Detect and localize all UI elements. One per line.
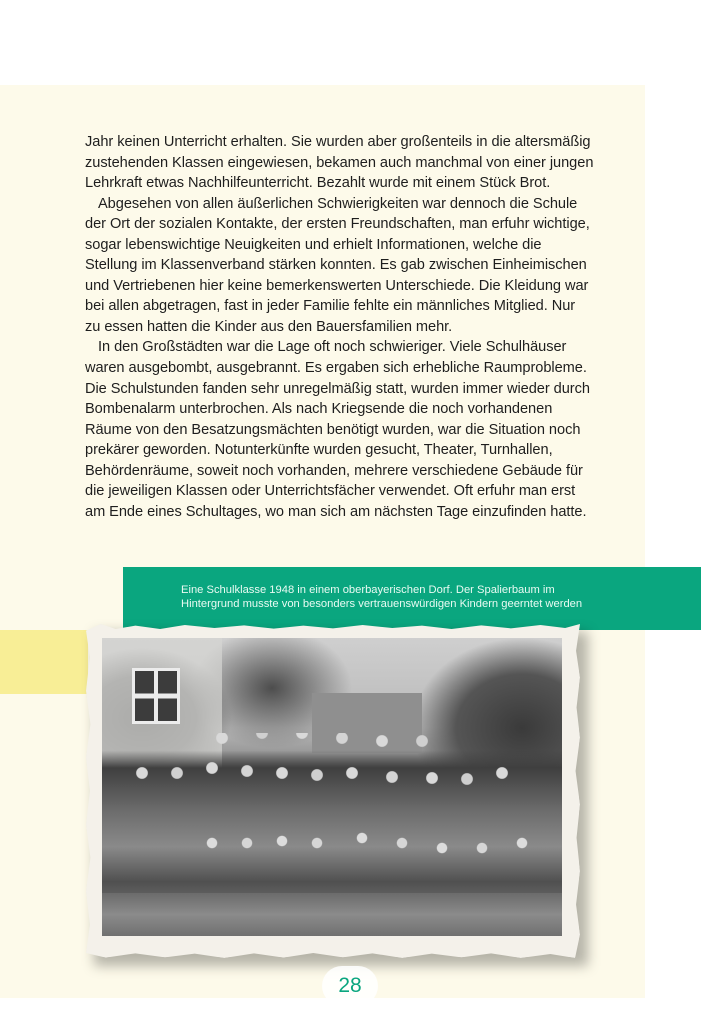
text-line: waren ausgebombt, ausgebrannt. Es ergaben sich erhebliche Raumprobleme. — [85, 360, 587, 377]
text-line: zustehenden Klassen eingewiesen, bekamen auch manchmal von einer jungen — [85, 154, 594, 171]
text-line: die jeweiligen Klassen oder Unterrichtsfächer verwendet. Oft erfuhr man erst — [85, 483, 576, 500]
caption-line-2: Hintergrund musste von besonders vertrauenswürdigen Kindern geerntet werden — [181, 597, 583, 610]
text-line: Abgesehen von allen äußerlichen Schwierigkeiten war dennoch die Schule — [98, 195, 578, 212]
text-line: prekärer geworden. Notunterkünfte wurden gesucht, Theater, Turnhallen, — [85, 442, 553, 459]
school-class-photo — [102, 638, 562, 936]
photo-group-of-children — [102, 733, 562, 908]
photo-frame-deckled — [86, 624, 580, 958]
text-line: Lehrkraft etwas Nachhilfeunterricht. Bezahlt wurde mit einem Stück Brot. — [85, 175, 551, 192]
photo-window — [132, 668, 180, 724]
text-line: bei allen abgetragen, fast in jeder Familie fehlte ein männliches Mitglied. Nur — [85, 298, 576, 315]
text-line: Behördenräume, soweit noch vorhanden, mehrere verschiedene Gebäude für — [85, 462, 583, 479]
text-line: zu essen hatten die Kinder aus den Bauersfamilien mehr. — [85, 318, 453, 335]
text-line: und Vertriebenen hier keine bemerkenswerten Unterschiede. Die Kleidung war — [85, 277, 589, 294]
decorative-yellow-block — [0, 630, 88, 694]
text-line: In den Großstädten war die Lage oft noch schwieriger. Viele Schulhäuser — [98, 339, 567, 356]
text-line: Bombenalarm unterbrochen. Als nach Kriegsende die noch vorhandenen — [85, 401, 553, 418]
text-line: Die Schulstunden fanden sehr unregelmäßig statt, wurden immer wieder durch — [85, 380, 590, 397]
text-line: Stellung im Klassenverband stärken konnten. Es gab zwischen Einheimischen — [85, 257, 587, 274]
photo-caption — [181, 584, 582, 611]
text-line: sogar lebenswichtige Neuigkeiten und erhielt Informationen, welche die — [85, 236, 542, 253]
text-line: Jahr keinen Unterricht erhalten. Sie wurden aber großenteils in die altersmäßig — [85, 134, 591, 150]
text-line: am Ende eines Schultages, wo man sich am nächsten Tage einzufinden hatte. — [85, 503, 587, 520]
photo-grass — [102, 893, 562, 936]
body-text — [85, 132, 620, 522]
page-number: 28 — [338, 974, 362, 997]
text-line: Räume von den Besatzungsmächten benötigt wurden, war die Situation noch — [85, 421, 581, 438]
caption-band — [123, 567, 701, 630]
caption-line-1: Eine Schulklasse 1948 in einem oberbayerischen Dorf. Der Spalierbaum im — [181, 584, 555, 596]
text-line: der Ort der sozialen Kontakte, der ersten Freundschaften, man erfuhr wichtige, — [85, 216, 590, 233]
